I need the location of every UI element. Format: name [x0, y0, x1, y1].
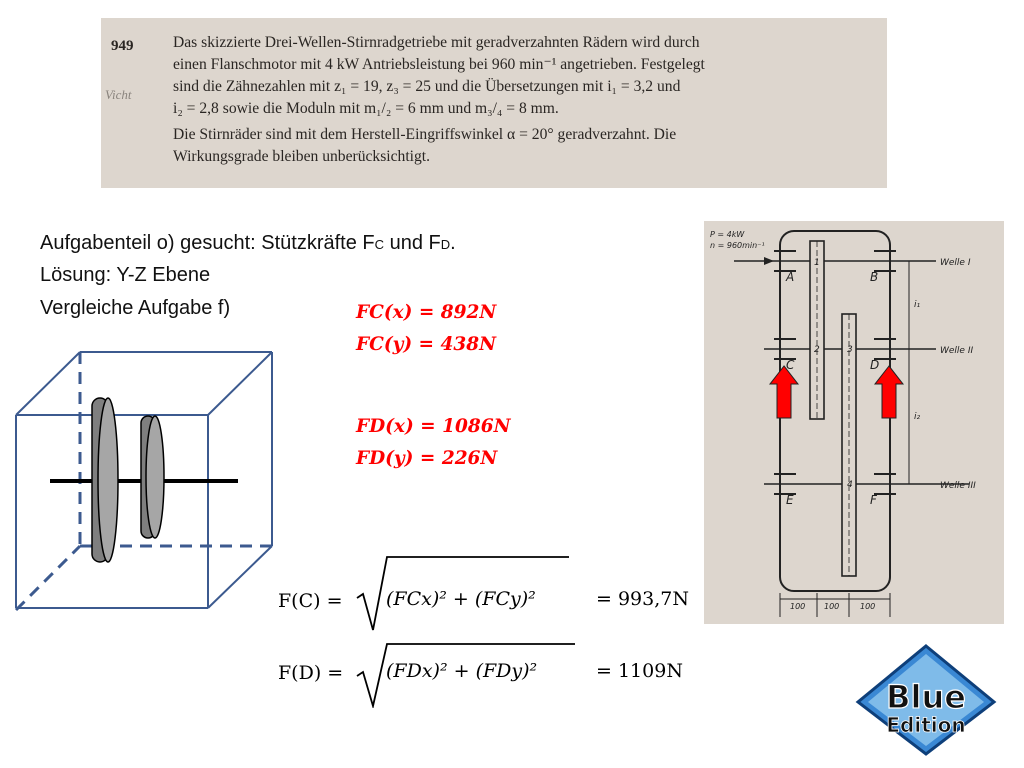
bearing-f-label: F	[870, 493, 877, 507]
formula-fd-lhs: F(D) =	[278, 662, 344, 684]
task-heading	[40, 232, 456, 255]
formula-fc-terms: (FCx)² + (FCy)²	[386, 588, 536, 610]
gear-1-label: 1	[814, 258, 820, 268]
task-and: und F	[384, 232, 441, 254]
gear-2-label: 2	[814, 345, 820, 355]
box-edge	[208, 352, 272, 415]
force-fd-y: FD(y) = 226N	[356, 448, 498, 469]
gear-face-small	[146, 416, 164, 538]
blue-edition-logo	[852, 640, 1000, 758]
problem-line-3: sind die Zähnezahlen mit z₁ = 19, z₃ = 25 und die Übersetzungen mit i₁ = 3,2 und	[173, 78, 681, 95]
welle-1-label: Welle I	[940, 258, 971, 268]
problem-paragraph-2	[173, 124, 871, 168]
ratio-i1-label: i₁	[914, 300, 921, 310]
problem-statement-scan	[101, 18, 887, 188]
box-edge-hidden	[16, 546, 80, 610]
speed-label: n = 960min⁻¹	[710, 241, 765, 250]
logo-word-blue: Blue	[886, 678, 966, 716]
solution-plane: Lösung: Y-Z Ebene	[40, 264, 211, 286]
task-text: Aufgabenteil o) gesucht: Stützkräfte F	[40, 232, 375, 254]
gear-3-label: 3	[847, 345, 853, 355]
problem-line-2: einen Flanschmotor mit 4 kW Antriebsleistung bei 960 min⁻¹ angetrieben. Festgelegt	[173, 56, 705, 73]
bearing-d-label: D	[870, 358, 880, 372]
dimension-label-2: 100	[824, 602, 840, 611]
problem-line-1: Das skizzierte Drei-Wellen-Stirnradgetriebe mit geradverzahnten Rädern wird durch	[173, 34, 700, 51]
problem-paragraph-1	[173, 32, 871, 120]
dimension-label-3: 100	[860, 602, 876, 611]
force-fc-x: FC(x) = 892N	[356, 302, 497, 323]
box-edge	[16, 352, 80, 415]
bearing-c-label: C	[786, 358, 795, 372]
shaft-box-sketch	[0, 340, 300, 620]
gearbox-drawing-scan	[704, 221, 1004, 624]
power-label: P = 4kW	[710, 230, 745, 239]
formula-fc-lhs: F(C) =	[278, 590, 343, 612]
force-fc-y: FC(y) = 438N	[356, 334, 497, 355]
formula-fd-result: = 1109N	[596, 660, 683, 682]
problem-line-6: Wirkungsgrade bleiben unberücksichtigt.	[173, 148, 431, 165]
force-fd-x: FD(x) = 1086N	[356, 416, 511, 437]
logo-word-edition: Edition	[886, 713, 966, 737]
task-end: .	[450, 232, 456, 254]
bearing-e-label: E	[786, 493, 794, 507]
problem-line-4: i₂ = 2,8 sowie die Moduln mit m₁/₂ = 6 mm und m₃/₄ = 8 mm.	[173, 100, 559, 117]
formula-fc-result: = 993,7N	[596, 588, 689, 610]
task-sub-d: D	[440, 237, 451, 252]
ratio-i2-label: i₂	[914, 412, 921, 422]
formula-fd-terms: (FDx)² + (FDy)²	[386, 660, 538, 682]
bearing-a-label: A	[786, 270, 795, 284]
bearing-b-label: B	[870, 270, 879, 284]
problem-line-5: Die Stirnräder sind mit dem Herstell-Eingriffswinkel α = 20° geradverzahnt. Die	[173, 126, 677, 143]
problem-number: 949	[111, 38, 134, 54]
welle-2-label: Welle II	[940, 346, 974, 356]
box-edge	[208, 546, 272, 608]
gear-face-large	[98, 398, 118, 562]
gear-4-label: 4	[847, 480, 853, 490]
dimension-label-1: 100	[790, 602, 806, 611]
margin-note: Vicht	[105, 87, 132, 102]
compare-note: Vergleiche Aufgabe f)	[40, 297, 231, 319]
welle-3-label: Welle III	[940, 481, 976, 491]
task-sub-c: C	[374, 237, 385, 252]
